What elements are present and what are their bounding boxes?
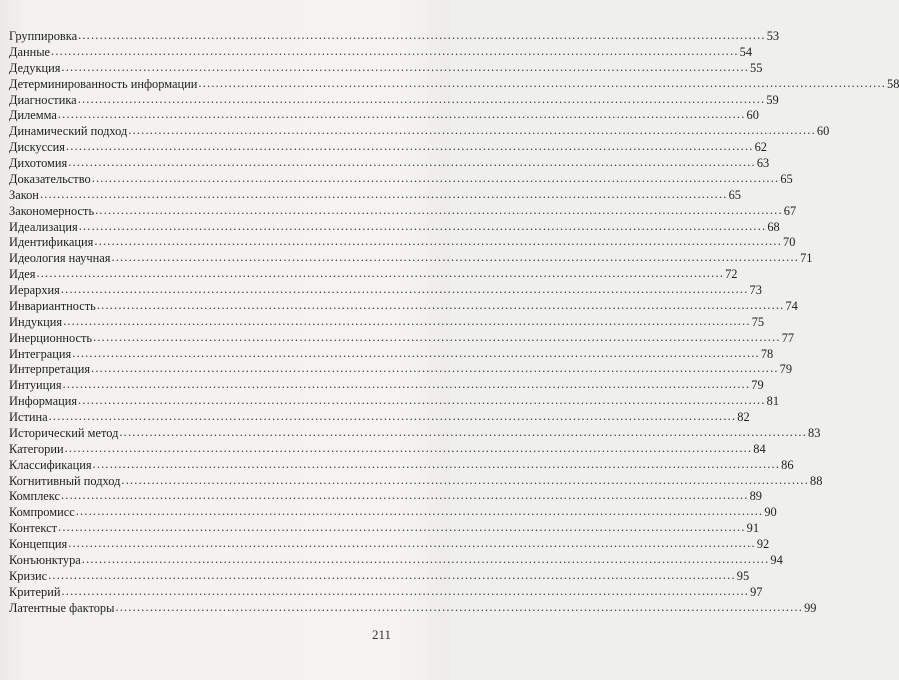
toc-entry [9, 520, 760, 537]
toc-entry [9, 297, 798, 315]
toc-page-number: 54 [739, 44, 753, 59]
toc-entry [9, 313, 765, 331]
toc-term: Дилемма [9, 108, 57, 123]
toc-entry [9, 107, 759, 124]
toc-term: Иерархия [9, 283, 60, 297]
toc-page-number: 53 [766, 29, 780, 43]
toc-page-number: 62 [754, 140, 767, 155]
dot-leader: ................................................................................................................................................................ [78, 218, 767, 233]
toc-entry [9, 361, 793, 378]
toc-term: Данные [9, 44, 51, 59]
toc-term: Когнитивный подход [9, 473, 121, 488]
toc-page-number: 81 [766, 394, 780, 409]
toc-term: Исторический метод [9, 425, 119, 440]
dot-leader: ................................................................................................................................................................ [75, 504, 764, 519]
toc-entry [9, 155, 770, 172]
toc-entry [9, 409, 750, 426]
toc-page-number: 92 [756, 537, 770, 551]
toc-term: Инерционность [9, 330, 93, 345]
toc-term: Кризис [9, 568, 48, 583]
toc-term: Идеология научная [9, 251, 111, 266]
toc-term: Идентификация [9, 235, 94, 250]
toc-term: Латентные факторы [9, 600, 115, 615]
toc-page-number: 65 [780, 171, 793, 186]
dot-leader: ................................................................................................................................................................ [81, 551, 770, 566]
toc-entry [9, 424, 821, 442]
toc-entry [9, 59, 763, 77]
toc-entry [9, 329, 795, 347]
toc-page-number: 82 [737, 410, 750, 424]
toc-term: Компромисс [9, 505, 75, 520]
toc-term: Индукция [9, 314, 63, 329]
toc-entry [9, 28, 780, 45]
toc-term: Группировка [9, 29, 78, 43]
dot-leader: ................................................................................................................................................................ [115, 599, 804, 614]
toc-page-number: 99 [804, 600, 817, 615]
dot-leader: ................................................................................................................................................................ [48, 409, 737, 423]
toc-page-number: 59 [766, 92, 779, 107]
toc-entry [9, 91, 779, 109]
dot-leader: ................................................................................................................................................................ [128, 123, 816, 138]
toc-page-number: 67 [783, 203, 797, 218]
dot-leader: ................................................................................................................................................................ [95, 202, 783, 217]
toc-entry [9, 472, 823, 490]
dot-leader: ................................................................................................................................................................ [51, 43, 739, 58]
toc-page-number: 97 [750, 584, 763, 599]
dot-leader: ................................................................................................................................................................ [64, 440, 753, 455]
dot-leader: ................................................................................................................................................................ [93, 329, 781, 344]
toc-term: Закон [9, 187, 39, 202]
toc-term: Контекст [9, 521, 58, 536]
toc-entry [9, 218, 780, 236]
toc-entry [9, 440, 766, 458]
toc-page-number: 65 [728, 187, 741, 202]
dot-leader: ................................................................................................................................................................ [92, 456, 781, 471]
toc-page-number: 60 [746, 108, 759, 123]
toc-page-number: 58 [887, 76, 899, 91]
toc-term: Идея [9, 267, 36, 282]
toc-term: Дедукция [9, 60, 61, 75]
toc-entry [9, 345, 774, 363]
toc-entry [9, 266, 738, 283]
page-number: 211 [372, 627, 392, 642]
dot-leader: ................................................................................................................................................................ [72, 345, 760, 360]
dot-leader: ................................................................................................................................................................ [57, 107, 746, 122]
toc-page-number: 79 [779, 362, 793, 377]
dot-leader: ................................................................................................................................................................ [48, 567, 736, 582]
toc-entry [9, 599, 817, 617]
toc-entry [9, 377, 764, 394]
dot-leader: ................................................................................................................................................................ [78, 393, 766, 408]
toc-term: Конъюнктура [9, 552, 81, 567]
toc-term: Классификация [9, 457, 92, 472]
toc-page-number: 94 [770, 552, 783, 567]
toc-entry [9, 504, 777, 521]
toc-page-number: 70 [783, 235, 796, 250]
toc-term: Закономерность [9, 203, 95, 218]
toc-term: Доказательство [9, 171, 91, 186]
toc-page-number: 77 [781, 330, 795, 345]
toc-page-number: 73 [749, 283, 762, 297]
toc-page-number: 68 [767, 219, 780, 234]
dot-leader: ................................................................................................................................................................ [91, 170, 780, 185]
dot-leader: ................................................................................................................................................................ [68, 155, 756, 169]
toc-term: Истина [9, 410, 48, 424]
toc-page-number: 89 [749, 489, 762, 504]
toc-entry [9, 123, 830, 140]
toc-entry [9, 583, 763, 601]
toc-page-number: 63 [756, 156, 770, 170]
toc-page-number: 75 [751, 314, 765, 329]
dot-leader: ................................................................................................................................................................ [111, 250, 800, 265]
dot-leader: ................................................................................................................................................................ [94, 234, 783, 249]
toc-term: Дихотомия [9, 156, 68, 170]
toc-entry [9, 551, 783, 569]
toc-page-number: 83 [808, 425, 821, 440]
toc-term: Интерпретация [9, 362, 91, 377]
toc-page-number: 90 [764, 505, 777, 520]
dot-leader: ................................................................................................................................................................ [77, 91, 766, 106]
toc-page-number: 84 [753, 441, 766, 456]
dot-leader: ................................................................................................................................................................ [119, 424, 807, 439]
dot-leader: ................................................................................................................................................................ [96, 297, 785, 312]
toc-term: Критерий [9, 584, 61, 599]
toc-term: Информация [9, 394, 78, 409]
dot-leader: ................................................................................................................................................................ [61, 583, 750, 598]
toc-entry [9, 250, 813, 267]
dot-leader: ................................................................................................................................................................ [58, 520, 746, 535]
dot-leader: ................................................................................................................................................................ [60, 282, 749, 296]
toc-term: Концепция [9, 537, 68, 551]
toc-page-number: 95 [736, 568, 750, 583]
dot-leader: ................................................................................................................................................................ [198, 75, 887, 90]
toc-entry [9, 456, 794, 474]
toc-page-number: 88 [810, 473, 823, 488]
dot-leader: ................................................................................................................................................................ [121, 472, 810, 487]
toc-page-number: 71 [800, 251, 813, 266]
toc-term: Категории [9, 441, 64, 456]
toc-entry [9, 234, 796, 251]
toc-term: Интеграция [9, 346, 72, 361]
toc-entry [9, 186, 741, 204]
toc-term: Комплекс [9, 489, 60, 504]
dot-leader: ................................................................................................................................................................ [78, 28, 766, 42]
toc-entry [9, 75, 899, 93]
toc-term: Динамический подход [9, 124, 128, 139]
toc-page-number: 72 [725, 267, 738, 282]
toc-entry [9, 139, 767, 156]
toc-page-number: 79 [751, 378, 764, 393]
toc-term: Идеализация [9, 219, 78, 234]
toc-term: Инвариантность [9, 298, 96, 313]
dot-leader: ................................................................................................................................................................ [91, 361, 779, 376]
dot-leader: ................................................................................................................................................................ [61, 59, 750, 74]
toc-page-number: 78 [760, 346, 774, 361]
toc-term: Детерминированность информации [9, 76, 198, 91]
toc-term: Дискуссия [9, 140, 65, 155]
dot-leader: ................................................................................................................................................................ [62, 377, 751, 392]
dot-leader: ................................................................................................................................................................ [63, 313, 751, 328]
dot-leader: ................................................................................................................................................................ [60, 488, 749, 503]
toc-page-number: 91 [746, 521, 760, 536]
toc-term: Интуиция [9, 378, 62, 393]
dot-leader: ................................................................................................................................................................ [68, 536, 756, 550]
toc-page-number: 60 [816, 124, 830, 139]
toc-entry [9, 567, 750, 585]
toc-entry [9, 170, 793, 188]
toc-term: Диагностика [9, 92, 77, 107]
toc-page-number: 55 [750, 60, 763, 75]
toc-page-number: 74 [785, 298, 798, 313]
toc-entry [9, 393, 780, 410]
table-of-contents [9, 28, 899, 616]
toc-entry [9, 202, 797, 220]
toc-entry [9, 488, 762, 505]
dot-leader: ................................................................................................................................................................ [39, 186, 728, 201]
toc-entry [9, 43, 753, 61]
dot-leader: ................................................................................................................................................................ [36, 266, 725, 281]
dot-leader: ................................................................................................................................................................ [65, 139, 754, 154]
toc-entry [9, 536, 770, 553]
toc-entry [9, 282, 762, 299]
toc-page-number: 86 [781, 457, 794, 472]
